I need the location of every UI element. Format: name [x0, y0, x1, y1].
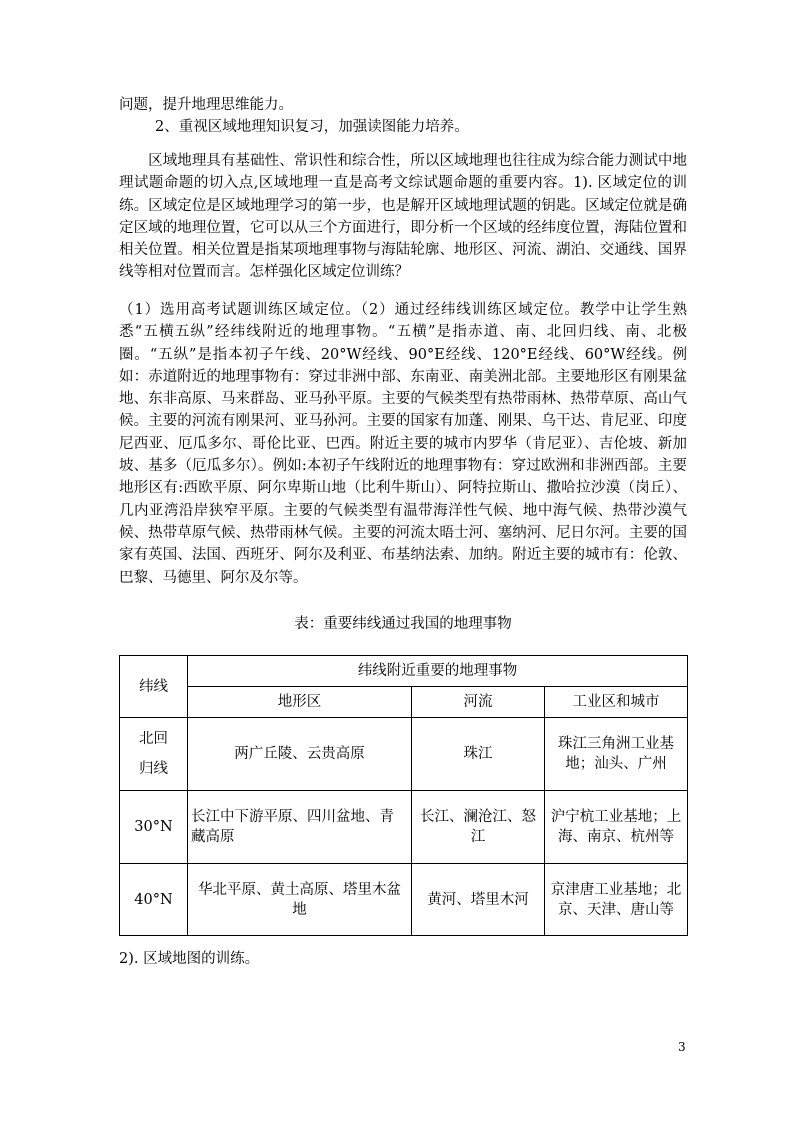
cell-terrain: 长江中下游平原、四川盆地、青藏高原 — [188, 791, 412, 864]
header-river: 河流 — [412, 687, 545, 718]
cell-terrain: 两广丘陵、云贵高原 — [188, 718, 412, 791]
cell-latitude: 30°N — [120, 791, 188, 864]
lat-line1: 北回 — [139, 731, 168, 747]
cell-terrain: 华北平原、黄土高原、塔里木盆地 — [188, 864, 412, 936]
table-subheader-row — [120, 687, 688, 718]
cell-industry: 珠江三角洲工业基地；汕头、广州 — [545, 718, 688, 791]
paragraph-latitude-training: （1）选用高考试题训练区域定位。（2）通过经纬线训练区域定位。教学中让学生熟悉“五横五纵”经纬线附近的地理事物。“五横”是指赤道、南、北回归线、南、北极圈。“五纵”是指本初子午线、20°W经线、90°E经线、120°E经线、60°W经线。例如：赤道附近的地理事物有：穿过非洲中部、东南亚、南美洲北部。主要地形区有刚果盆地、东非高原、马来群岛、亚马孙平原。主要的气候类型有热带雨林、热带草原、高山气候。主要的河流有刚果河、亚马孙河。主要的国家有加蓬、刚果、乌干达、肯尼亚、印度尼西亚、厄瓜多尔、哥伦比亚、巴西。附近主要的城市内罗华（肯尼亚）、吉伦坡、新加坡、基多（厄瓜多尔）。例如:本初子午线附近的地理事物有：穿过欧洲和非洲西部。主要地形区有:西欧平原、阿尔卑斯山地（比利牛斯山）、阿特拉斯山、撒哈拉沙漠（岗丘）、几内亚湾沿岸狭窄平原。主要的气候类型有温带海洋性气候、地中海气候、热带沙漠气候、热带草原气候、热带雨林气候。主要的河流太晤士河、塞纳河、尼日尔河。主要的国家有英国、法国、西班牙、阿尔及利亚、布基纳法索、加纳。附近主要的城市有：伦敦、巴黎、马德里、阿尔及尔等。 — [119, 302, 687, 586]
table-header-row — [120, 656, 688, 687]
table-row — [120, 864, 688, 936]
latitude-table — [119, 655, 688, 936]
header-group: 纬线附近重要的地理事物 — [188, 656, 688, 687]
header-latitude: 纬线 — [120, 656, 188, 718]
header-industry: 工业区和城市 — [545, 687, 688, 718]
table-caption: 表：重要纬线通过我国的地理事物 — [294, 616, 512, 632]
cell-latitude — [120, 718, 188, 791]
paragraph-continuation: 问题，提升地理思维能力。 — [119, 97, 293, 113]
cell-river: 珠江 — [412, 718, 545, 791]
cell-industry: 沪宁杭工业基地；上海、南京、杭州等 — [545, 791, 688, 864]
cell-river: 黄河、塔里木河 — [412, 864, 545, 936]
cell-latitude: 40°N — [120, 864, 188, 936]
cell-industry: 京津唐工业基地；北京、天津、唐山等 — [545, 864, 688, 936]
paragraph-map-training: 2). 区域地图的训练。 — [119, 951, 260, 967]
cell-river: 长江、澜沧江、怒江 — [412, 791, 545, 864]
lat-line2: 归线 — [139, 761, 168, 777]
table-row — [120, 791, 688, 864]
paragraph-region-geography: 区域地理具有基础性、常识性和综合性，所以区域地理也往往成为综合能力测试中地理试题命题的切入点,区域地理一直是高考文综试题命题的重要内容。1). 区域定位的训练。区域定位是区域地理学习的第一步，也是解开区域地理试题的钥匙。区域定位就是确定区域的地理位置，它可以从三个方面进行，即分析一个区域的经纬度位置，海陆位置和相关位置。相关位置是指某项地理事物与海陆轮廓、地形区、河流、湖泊、交通线、国界线等相对位置而言。怎样强化区域定位训练？ — [119, 153, 687, 281]
page-number: 3 — [678, 1040, 686, 1054]
table-row — [120, 718, 688, 791]
header-terrain: 地形区 — [188, 687, 412, 718]
section-heading: 2、重视区域地理知识复习，加强读图能力培养。 — [155, 119, 469, 135]
